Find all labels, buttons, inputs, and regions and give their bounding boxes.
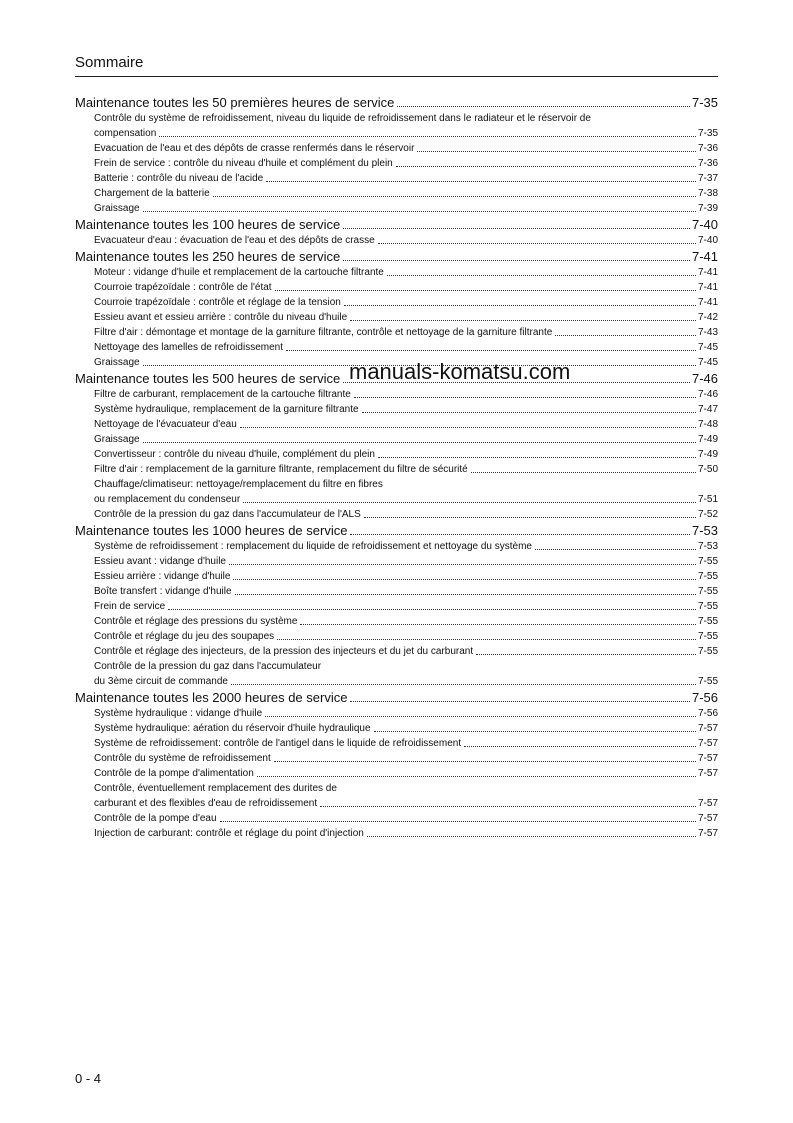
item-title: Courroie trapézoïdale : contrôle de l'état bbox=[94, 282, 272, 293]
section-page-number: 7-40 bbox=[691, 217, 718, 232]
dot-leader bbox=[233, 579, 696, 580]
section-title: Maintenance toutes les 250 heures de service bbox=[75, 249, 341, 264]
dot-leader bbox=[240, 427, 696, 428]
item-title: Système hydraulique: aération du réservoir d'huile hydraulique bbox=[94, 723, 371, 734]
toc-item-entry[interactable] bbox=[75, 811, 718, 826]
toc-item-entry[interactable] bbox=[75, 614, 718, 629]
toc-item-entry[interactable] bbox=[75, 584, 718, 599]
toc-item-entry[interactable] bbox=[75, 447, 718, 462]
toc-item-entry[interactable] bbox=[75, 171, 718, 186]
item-page-number: 7-35 bbox=[697, 128, 718, 139]
dot-leader bbox=[168, 609, 696, 610]
item-page-number: 7-57 bbox=[697, 723, 718, 734]
dot-leader bbox=[367, 836, 696, 837]
toc-item-entry[interactable] bbox=[75, 736, 718, 751]
item-title: Filtre d'air : démontage et montage de la garniture filtrante, contrôle et nettoyage de la garniture filtrante bbox=[94, 327, 553, 338]
item-title: Graissage bbox=[94, 434, 140, 445]
toc-item-entry[interactable] bbox=[75, 659, 718, 674]
item-title: Nettoyage de l'évacuateur d'eau bbox=[94, 419, 237, 430]
toc-item-entry[interactable] bbox=[75, 599, 718, 614]
dot-leader bbox=[229, 564, 696, 565]
toc-item-entry[interactable] bbox=[75, 796, 718, 811]
dot-leader bbox=[143, 211, 696, 212]
item-page-number: 7-45 bbox=[697, 357, 718, 368]
item-title: Essieu arrière : vidange d'huile bbox=[94, 571, 231, 582]
item-title: Chauffage/climatiseur: nettoyage/remplacement du filtre en fibres bbox=[94, 479, 383, 490]
item-page-number: 7-47 bbox=[697, 404, 718, 415]
item-page-number: 7-55 bbox=[697, 631, 718, 642]
dot-leader bbox=[344, 305, 696, 306]
page-header-title: Sommaire bbox=[75, 54, 144, 71]
toc-item-entry[interactable] bbox=[75, 432, 718, 447]
item-title: Contrôle de la pompe d'alimentation bbox=[94, 768, 254, 779]
dot-leader bbox=[350, 320, 696, 321]
dot-leader bbox=[354, 397, 696, 398]
item-title: Contrôle du système de refroidissement bbox=[94, 753, 271, 764]
dot-leader bbox=[343, 260, 690, 261]
item-page-number: 7-52 bbox=[697, 509, 718, 520]
item-page-number: 7-39 bbox=[697, 203, 718, 214]
dot-leader bbox=[476, 654, 696, 655]
item-title: Système de refroidissement: contrôle de l'antigel dans le liquide de refroidissement bbox=[94, 738, 462, 749]
item-title: Système hydraulique : vidange d'huile bbox=[94, 708, 263, 719]
item-page-number: 7-41 bbox=[697, 297, 718, 308]
item-title: Filtre de carburant, remplacement de la cartouche filtrante bbox=[94, 389, 351, 400]
toc-item-entry[interactable] bbox=[75, 751, 718, 766]
toc-item-entry[interactable] bbox=[75, 417, 718, 432]
toc-item-entry[interactable] bbox=[75, 310, 718, 325]
item-page-number: 7-38 bbox=[697, 188, 718, 199]
item-title: Boîte transfert : vidange d'huile bbox=[94, 586, 232, 597]
dot-leader bbox=[378, 243, 696, 244]
dot-leader bbox=[235, 594, 696, 595]
item-page-number: 7-55 bbox=[697, 676, 718, 687]
item-title: Contrôle et réglage des injecteurs, de la pression des injecteurs et du jet du carburant bbox=[94, 646, 474, 657]
dot-leader bbox=[220, 821, 696, 822]
item-page-number: 7-57 bbox=[697, 738, 718, 749]
item-title: Système de refroidissement : remplacement du liquide de refroidissement et nettoyage du système bbox=[94, 541, 532, 552]
toc-section-entry[interactable] bbox=[75, 216, 718, 233]
toc-item-entry[interactable] bbox=[75, 569, 718, 584]
item-page-number: 7-49 bbox=[697, 434, 718, 445]
item-title: Contrôle, éventuellement remplacement des durites de bbox=[94, 783, 337, 794]
toc-section-entry[interactable] bbox=[75, 248, 718, 265]
item-title: Filtre d'air : remplacement de la garniture filtrante, remplacement du filtre de sécurité bbox=[94, 464, 468, 475]
item-title: Convertisseur : contrôle du niveau d'huile, complément du plein bbox=[94, 449, 375, 460]
item-title: Evacuateur d'eau : évacuation de l'eau et des dépôts de crasse bbox=[94, 235, 375, 246]
dot-leader bbox=[320, 806, 696, 807]
item-page-number: 7-57 bbox=[697, 768, 718, 779]
item-page-number: 7-55 bbox=[697, 601, 718, 612]
dot-leader bbox=[350, 701, 690, 702]
toc-item-entry[interactable] bbox=[75, 629, 718, 644]
toc-item-entry[interactable] bbox=[75, 111, 718, 126]
item-title: Contrôle de la pression du gaz dans l'accumulateur de l'ALS bbox=[94, 509, 361, 520]
toc-item-entry[interactable] bbox=[75, 233, 718, 248]
dot-leader bbox=[257, 776, 696, 777]
item-title: Contrôle et réglage du jeu des soupapes bbox=[94, 631, 275, 642]
toc-item-entry[interactable] bbox=[75, 462, 718, 477]
item-title: Contrôle et réglage des pressions du système bbox=[94, 616, 298, 627]
item-title: Evacuation de l'eau et des dépôts de crasse renfermés dans le réservoir bbox=[94, 143, 415, 154]
item-page-number: 7-40 bbox=[697, 235, 718, 246]
item-title: Chargement de la batterie bbox=[94, 188, 210, 199]
item-title: Contrôle de la pompe d'eau bbox=[94, 813, 217, 824]
item-title: Nettoyage des lamelles de refroidissement bbox=[94, 342, 283, 353]
item-page-number: 7-41 bbox=[697, 267, 718, 278]
toc-item-entry[interactable] bbox=[75, 156, 718, 171]
toc-item-entry[interactable] bbox=[75, 674, 718, 689]
item-title: Frein de service bbox=[94, 601, 166, 612]
item-title: Contrôle du système de refroidissement, niveau du liquide de refroidissement dans le radiateur et le réservoir de bbox=[94, 113, 591, 124]
item-page-number: 7-46 bbox=[697, 389, 718, 400]
header-rule bbox=[75, 76, 718, 77]
toc-item-entry[interactable] bbox=[75, 265, 718, 280]
toc-item-entry[interactable] bbox=[75, 554, 718, 569]
item-page-number: 7-55 bbox=[697, 646, 718, 657]
toc-item-entry[interactable] bbox=[75, 539, 718, 554]
dot-leader bbox=[274, 761, 696, 762]
item-title: Contrôle de la pression du gaz dans l'accumulateur bbox=[94, 661, 322, 672]
dot-leader bbox=[300, 624, 696, 625]
item-title: Injection de carburant: contrôle et réglage du point d'injection bbox=[94, 828, 364, 839]
toc-item-entry[interactable] bbox=[75, 340, 718, 355]
dot-leader bbox=[362, 412, 696, 413]
dot-leader bbox=[535, 549, 696, 550]
item-page-number: 7-36 bbox=[697, 143, 718, 154]
section-title: Maintenance toutes les 500 heures de service bbox=[75, 371, 341, 386]
toc-item-entry[interactable] bbox=[75, 186, 718, 201]
toc-item-entry[interactable] bbox=[75, 387, 718, 402]
item-title: Frein de service : contrôle du niveau d'huile et complément du plein bbox=[94, 158, 393, 169]
item-page-number: 7-45 bbox=[697, 342, 718, 353]
item-page-number: 7-55 bbox=[697, 571, 718, 582]
item-page-number: 7-49 bbox=[697, 449, 718, 460]
dot-leader bbox=[286, 350, 696, 351]
item-title: Batterie : contrôle du niveau de l'acide bbox=[94, 173, 264, 184]
section-title: Maintenance toutes les 50 premières heures de service bbox=[75, 95, 395, 110]
dot-leader bbox=[378, 457, 696, 458]
item-page-number: 7-43 bbox=[697, 327, 718, 338]
toc-section-entry[interactable] bbox=[75, 689, 718, 706]
item-page-number: 7-55 bbox=[697, 586, 718, 597]
toc-item-entry[interactable] bbox=[75, 826, 718, 841]
item-page-number: 7-42 bbox=[697, 312, 718, 323]
dot-leader bbox=[374, 731, 696, 732]
dot-leader bbox=[555, 335, 696, 336]
section-title: Maintenance toutes les 2000 heures de service bbox=[75, 690, 348, 705]
dot-leader bbox=[231, 684, 696, 685]
toc-section-entry[interactable] bbox=[75, 94, 718, 111]
item-page-number: 7-53 bbox=[697, 541, 718, 552]
toc-item-entry[interactable] bbox=[75, 280, 718, 295]
dot-leader bbox=[266, 181, 696, 182]
toc-item-entry[interactable] bbox=[75, 721, 718, 736]
item-title: ou remplacement du condenseur bbox=[94, 494, 241, 505]
dot-leader bbox=[159, 136, 696, 137]
toc-item-entry[interactable] bbox=[75, 201, 718, 216]
item-page-number: 7-41 bbox=[697, 282, 718, 293]
item-title: Graissage bbox=[94, 203, 140, 214]
item-page-number: 7-55 bbox=[697, 556, 718, 567]
page-number: 0 - 4 bbox=[75, 1071, 102, 1086]
dot-leader bbox=[243, 502, 696, 503]
item-page-number: 7-50 bbox=[697, 464, 718, 475]
dot-leader bbox=[396, 166, 696, 167]
item-title: Système hydraulique, remplacement de la garniture filtrante bbox=[94, 404, 359, 415]
item-page-number: 7-57 bbox=[697, 813, 718, 824]
toc-item-entry[interactable] bbox=[75, 507, 718, 522]
toc-item-entry[interactable] bbox=[75, 781, 718, 796]
section-title: Maintenance toutes les 1000 heures de service bbox=[75, 523, 348, 538]
section-page-number: 7-41 bbox=[691, 249, 718, 264]
item-page-number: 7-56 bbox=[697, 708, 718, 719]
item-title: compensation bbox=[94, 128, 157, 139]
item-title: du 3ème circuit de commande bbox=[94, 676, 228, 687]
item-title: Graissage bbox=[94, 357, 140, 368]
item-title: Essieu avant et essieu arrière : contrôle du niveau d'huile bbox=[94, 312, 348, 323]
item-title: Essieu avant : vidange d'huile bbox=[94, 556, 226, 567]
toc-item-entry[interactable] bbox=[75, 492, 718, 507]
toc-item-entry[interactable] bbox=[75, 295, 718, 310]
toc-item-entry[interactable] bbox=[75, 325, 718, 340]
dot-leader bbox=[417, 151, 696, 152]
dot-leader bbox=[213, 196, 696, 197]
toc-item-entry[interactable] bbox=[75, 402, 718, 417]
toc-item-entry[interactable] bbox=[75, 644, 718, 659]
section-page-number: 7-56 bbox=[691, 690, 718, 705]
item-title: Moteur : vidange d'huile et remplacement de la cartouche filtrante bbox=[94, 267, 384, 278]
toc-item-entry[interactable] bbox=[75, 126, 718, 141]
item-page-number: 7-55 bbox=[697, 616, 718, 627]
dot-leader bbox=[387, 275, 696, 276]
item-page-number: 7-37 bbox=[697, 173, 718, 184]
section-page-number: 7-35 bbox=[691, 95, 718, 110]
dot-leader bbox=[364, 517, 696, 518]
watermark: manuals-komatsu.com bbox=[349, 359, 571, 384]
item-page-number: 7-57 bbox=[697, 753, 718, 764]
toc-item-entry[interactable] bbox=[75, 766, 718, 781]
toc-item-entry[interactable] bbox=[75, 477, 718, 492]
item-page-number: 7-57 bbox=[697, 798, 718, 809]
dot-leader bbox=[464, 746, 696, 747]
item-page-number: 7-36 bbox=[697, 158, 718, 169]
item-title: carburant et des flexibles d'eau de refroidissement bbox=[94, 798, 318, 809]
toc-item-entry[interactable] bbox=[75, 706, 718, 721]
dot-leader bbox=[397, 106, 690, 107]
toc-item-entry[interactable] bbox=[75, 141, 718, 156]
dot-leader bbox=[275, 290, 696, 291]
item-page-number: 7-57 bbox=[697, 828, 718, 839]
item-page-number: 7-48 bbox=[697, 419, 718, 430]
dot-leader bbox=[143, 442, 696, 443]
dot-leader bbox=[343, 228, 690, 229]
section-page-number: 7-53 bbox=[691, 523, 718, 538]
dot-leader bbox=[265, 716, 696, 717]
dot-leader bbox=[350, 534, 690, 535]
section-title: Maintenance toutes les 100 heures de service bbox=[75, 217, 341, 232]
dot-leader bbox=[277, 639, 696, 640]
item-title: Courroie trapézoïdale : contrôle et réglage de la tension bbox=[94, 297, 341, 308]
section-page-number: 7-46 bbox=[691, 371, 718, 386]
item-page-number: 7-51 bbox=[697, 494, 718, 505]
table-of-contents bbox=[75, 94, 718, 841]
dot-leader bbox=[471, 472, 696, 473]
toc-section-entry[interactable] bbox=[75, 522, 718, 539]
